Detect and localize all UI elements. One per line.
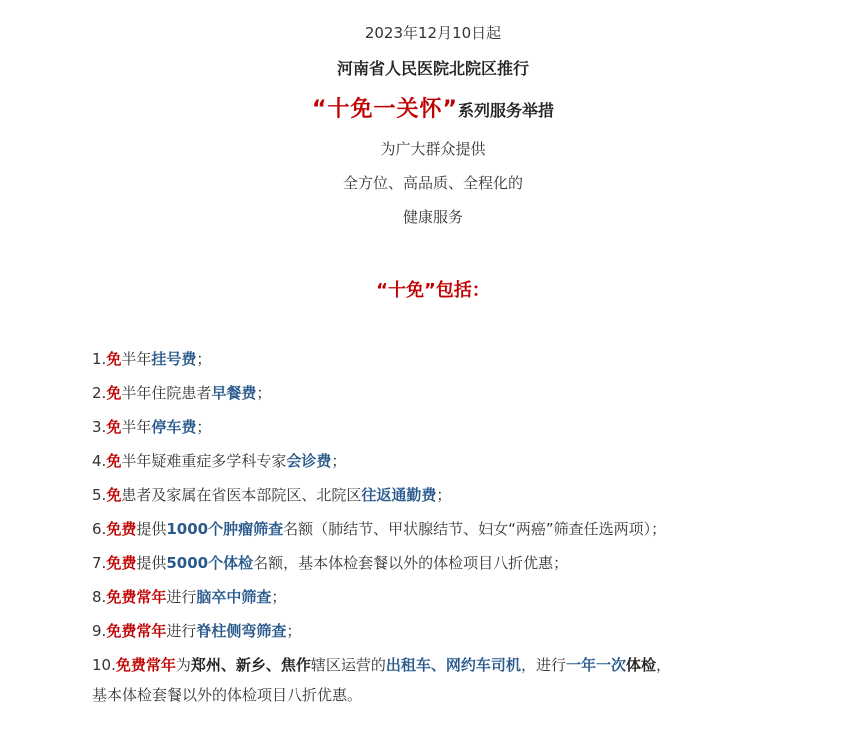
list-item [92,448,812,482]
list-item-text: 8. [92,588,107,606]
list-item-text: 郑州、新乡、焦作 [190,656,311,674]
list-item [92,550,812,584]
list-item [92,618,812,652]
list-item [92,482,812,516]
list-item-text: 免 [106,350,122,368]
list-item-text: 免 [106,452,122,470]
list-item-text: 免费常年 [106,588,167,606]
list-item-text: 1. [92,350,107,368]
list-item-text: 免 [106,418,122,436]
list-item-text: 10. [92,656,116,674]
list-item-text: 半年 [121,350,152,368]
list-item-text: 提供 [136,520,167,538]
list-item-text: ， [655,656,671,674]
list-item-text: 一年一次 [565,656,626,674]
list-item [92,652,812,682]
list-item-text: ； [196,350,212,368]
list-item-text: 6. [92,520,107,538]
list-item-text: 名额，基本体检套餐以外的体检项目八折优惠； [253,554,569,572]
list-item-text: 名额（肺结节、甲状腺结节、妇女“两癌”筛查任选两项）； [283,520,667,538]
list-item [92,584,812,618]
list-item-text: ； [331,452,347,470]
section-title: “十免”包括： [376,280,490,301]
list-item-text: 半年 [121,418,152,436]
list-item-text: 往返通勤费 [361,486,437,504]
intro-line-3: 健康服务 [402,208,463,226]
list-item-text: 辖区运营的 [310,656,386,674]
intro-line-2: 全方位、高品质、全程化的 [342,174,523,192]
list-item-text: 基本体检套餐以外的体检项目八折优惠。 [92,686,363,704]
list-item [92,380,812,414]
list-item-text: ； [436,486,452,504]
list-item-text: 免费常年 [115,656,176,674]
slogan-sub: 系列服务举措 [457,101,554,120]
list-item-text: 免费常年 [106,622,167,640]
list-item-text: ； [271,588,287,606]
list-item-text: 免费 [106,520,137,538]
hospital-title: 河南省人民医院北院区推行 [336,59,529,78]
list-item-text: ； [286,622,302,640]
slogan-main: “十免一关怀” [312,97,458,122]
list-item [92,414,812,448]
list-item-text: 4. [92,452,107,470]
list-item-text: 免 [106,384,122,402]
list-item-text: 半年住院患者 [121,384,212,402]
list-item-text: 2. [92,384,107,402]
list-item-text: 进行 [166,588,197,606]
list-item-text: 5000个体检 [166,554,254,572]
intro-line-1: 为广大群众提供 [380,140,486,158]
list-item [92,682,812,716]
list-item-text: 脑卒中筛查 [196,588,272,606]
list-item-text: 半年疑难重症多学科专家 [121,452,287,470]
list-item-text: 进行 [166,622,197,640]
list-item-text: ； [256,384,272,402]
list-item-text: 患者及家属在省医本部院区、北院区 [121,486,362,504]
list-item-text: 脊柱侧弯筛查 [196,622,287,640]
list-item-text: 5. [92,486,107,504]
ten-free-list [92,346,812,716]
list-item [92,346,812,380]
slogan [0,92,866,123]
list-item-text: 为 [175,656,191,674]
list-item-text: 3. [92,418,107,436]
list-item-text: 挂号费 [151,350,197,368]
list-item-text: 1000个肿瘤筛查 [166,520,284,538]
list-item-text: 停车费 [151,418,197,436]
list-item-text: 体检 [625,656,656,674]
list-item-text: 出租车、网约车司机 [385,656,521,674]
list-item-text: 早餐费 [211,384,257,402]
list-item-text: 免 [106,486,122,504]
list-item-text: 9. [92,622,107,640]
start-date: 2023年12月10日起 [364,24,502,42]
list-item [92,516,812,550]
list-item-text: 会诊费 [286,452,332,470]
list-item-text: ； [196,418,212,436]
list-item-text: 提供 [136,554,167,572]
list-item-text: ，进行 [520,656,566,674]
list-item-text: 免费 [106,554,137,572]
list-item-text: 7. [92,554,107,572]
